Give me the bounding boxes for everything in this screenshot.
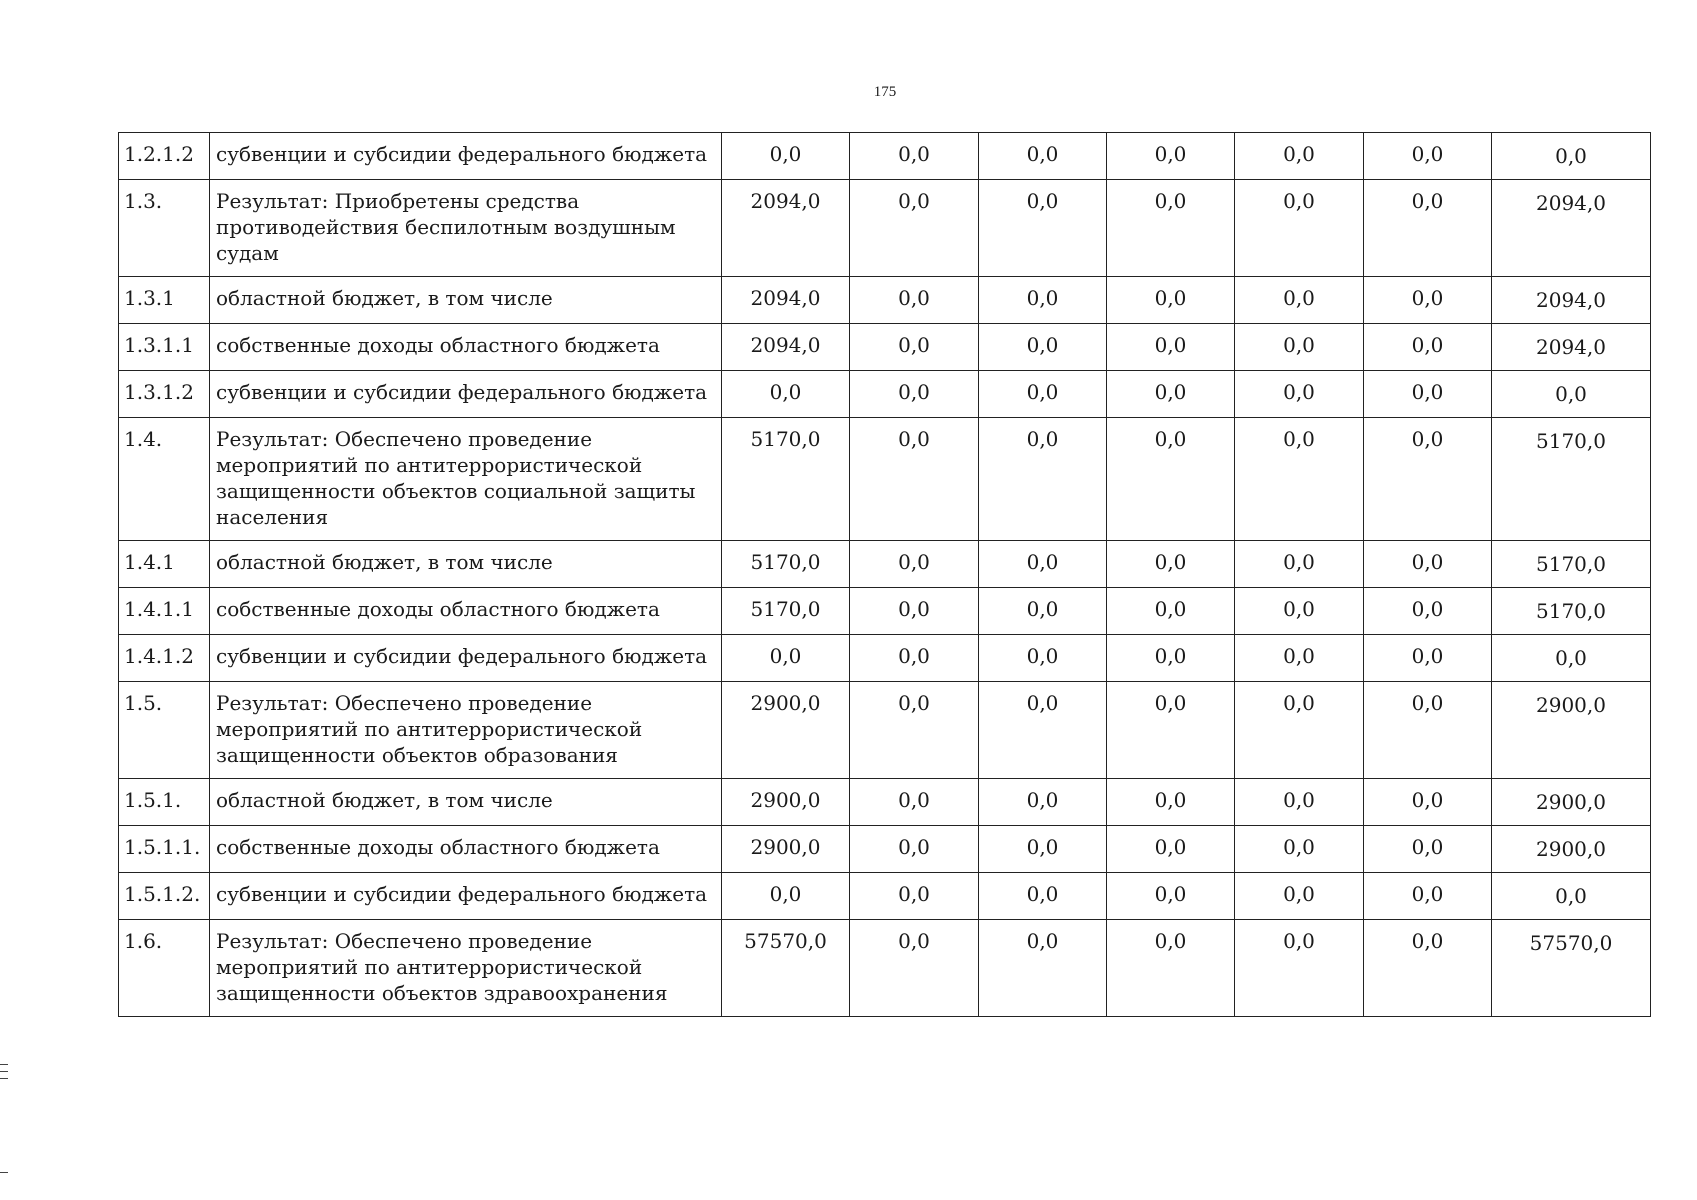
row-value: 0,0: [1364, 418, 1492, 541]
row-value: 0,0: [1364, 779, 1492, 826]
row-value: 0,0: [850, 418, 979, 541]
row-value: 0,0: [1107, 826, 1235, 873]
row-value: 0,0: [979, 635, 1107, 682]
row-value: 0,0: [1107, 779, 1235, 826]
row-value: 0,0: [1364, 541, 1492, 588]
row-value: 0,0: [850, 779, 979, 826]
row-value: 0,0: [722, 873, 850, 920]
row-value: 0,0: [1235, 418, 1364, 541]
table-row: [119, 826, 1651, 873]
row-code: 1.3.: [119, 180, 210, 277]
row-value: 0,0: [850, 826, 979, 873]
table-row: [119, 277, 1651, 324]
row-description: собственные доходы областного бюджета: [210, 324, 722, 371]
row-value: 0,0: [979, 418, 1107, 541]
row-description: областной бюджет, в том числе: [210, 779, 722, 826]
row-description: собственные доходы областного бюджета: [210, 588, 722, 635]
row-value: 0,0: [722, 133, 850, 180]
table-row: [119, 682, 1651, 779]
row-value: 2900,0: [722, 682, 850, 779]
row-value: 0,0: [1235, 180, 1364, 277]
row-value: 5170,0: [722, 588, 850, 635]
row-code: 1.5.1.1.: [119, 826, 210, 873]
row-value: 0,0: [1235, 324, 1364, 371]
row-value: 0,0: [979, 133, 1107, 180]
row-value: 5170,0: [722, 418, 850, 541]
row-description: Результат: Обеспечено проведение мероприятий по антитеррористической защищенности объектов социальной защиты населения: [210, 418, 722, 541]
margin-mark: [0, 1071, 8, 1072]
row-value: 0,0: [979, 779, 1107, 826]
row-value: 0,0: [1364, 180, 1492, 277]
row-value: 0,0: [979, 277, 1107, 324]
row-value: 0,0: [1364, 371, 1492, 418]
table-row: [119, 418, 1651, 541]
row-value: 2094,0: [722, 180, 850, 277]
row-value: 0,0: [1235, 541, 1364, 588]
row-value: 0,0: [1107, 277, 1235, 324]
budget-table: [118, 132, 1651, 1017]
row-value: 0,0: [850, 133, 979, 180]
row-value: 0,0: [1235, 826, 1364, 873]
table-row: [119, 779, 1651, 826]
row-total-value: 0,0: [1492, 635, 1651, 682]
row-code: 1.4.1: [119, 541, 210, 588]
table-row: [119, 920, 1651, 1017]
row-total-value: 57570,0: [1492, 920, 1651, 1017]
row-value: 2094,0: [722, 277, 850, 324]
margin-mark: [0, 1064, 8, 1065]
row-code: 1.4.1.1: [119, 588, 210, 635]
row-code: 1.4.1.2: [119, 635, 210, 682]
row-code: 1.3.1.2: [119, 371, 210, 418]
row-total-value: 0,0: [1492, 133, 1651, 180]
row-description: собственные доходы областного бюджета: [210, 826, 722, 873]
row-value: 0,0: [979, 920, 1107, 1017]
row-value: 0,0: [1107, 180, 1235, 277]
table-row: [119, 371, 1651, 418]
row-value: 0,0: [979, 826, 1107, 873]
row-value: 0,0: [1235, 133, 1364, 180]
row-value: 2900,0: [722, 826, 850, 873]
row-value: 0,0: [1235, 920, 1364, 1017]
row-value: 0,0: [1107, 682, 1235, 779]
row-value: 0,0: [722, 371, 850, 418]
row-description: субвенции и субсидии федерального бюджета: [210, 371, 722, 418]
row-value: 0,0: [1235, 635, 1364, 682]
row-value: 0,0: [1107, 324, 1235, 371]
row-description: Результат: Обеспечено проведение мероприятий по антитеррористической защищенности объектов образования: [210, 682, 722, 779]
row-value: 0,0: [850, 873, 979, 920]
row-value: 0,0: [1107, 588, 1235, 635]
row-total-value: 2900,0: [1492, 682, 1651, 779]
row-description: областной бюджет, в том числе: [210, 277, 722, 324]
row-code: 1.5.: [119, 682, 210, 779]
row-description: субвенции и субсидии федерального бюджета: [210, 873, 722, 920]
row-value: 0,0: [979, 873, 1107, 920]
row-value: 0,0: [979, 324, 1107, 371]
row-value: 0,0: [1364, 277, 1492, 324]
page-number: 175: [873, 84, 897, 100]
row-value: 57570,0: [722, 920, 850, 1017]
row-value: 0,0: [1107, 635, 1235, 682]
row-value: 0,0: [850, 682, 979, 779]
row-description: Результат: Приобретены средства противодействия беспилотным воздушным судам: [210, 180, 722, 277]
row-value: 0,0: [850, 635, 979, 682]
table-row: [119, 588, 1651, 635]
row-value: 0,0: [979, 541, 1107, 588]
row-value: 0,0: [1235, 682, 1364, 779]
row-total-value: 5170,0: [1492, 418, 1651, 541]
row-value: 2900,0: [722, 779, 850, 826]
table-row: [119, 133, 1651, 180]
row-total-value: 2900,0: [1492, 779, 1651, 826]
row-code: 1.4.: [119, 418, 210, 541]
row-total-value: 2094,0: [1492, 324, 1651, 371]
row-description: субвенции и субсидии федерального бюджета: [210, 133, 722, 180]
row-value: 0,0: [1364, 873, 1492, 920]
table-row: [119, 180, 1651, 277]
row-total-value: 0,0: [1492, 371, 1651, 418]
table-row: [119, 635, 1651, 682]
row-description: субвенции и субсидии федерального бюджета: [210, 635, 722, 682]
row-value: 0,0: [1107, 418, 1235, 541]
row-value: 0,0: [979, 180, 1107, 277]
row-code: 1.2.1.2: [119, 133, 210, 180]
row-value: 0,0: [1107, 133, 1235, 180]
row-value: 0,0: [1107, 541, 1235, 588]
row-value: 0,0: [850, 180, 979, 277]
table-row: [119, 324, 1651, 371]
row-value: 5170,0: [722, 541, 850, 588]
row-value: 0,0: [1364, 133, 1492, 180]
row-value: 0,0: [1235, 371, 1364, 418]
row-code: 1.5.1.2.: [119, 873, 210, 920]
row-value: 0,0: [722, 635, 850, 682]
row-value: 0,0: [1235, 588, 1364, 635]
row-description: Результат: Обеспечено проведение мероприятий по антитеррористической защищенности объектов здравоохранения: [210, 920, 722, 1017]
table-body: [119, 133, 1651, 1017]
row-value: 0,0: [979, 371, 1107, 418]
row-value: 0,0: [850, 371, 979, 418]
row-value: 0,0: [1364, 635, 1492, 682]
row-value: 0,0: [850, 541, 979, 588]
margin-mark: [0, 1172, 8, 1173]
row-value: 0,0: [850, 588, 979, 635]
row-total-value: 5170,0: [1492, 588, 1651, 635]
row-value: 0,0: [1364, 920, 1492, 1017]
row-value: 0,0: [850, 277, 979, 324]
row-value: 2094,0: [722, 324, 850, 371]
row-value: 0,0: [850, 324, 979, 371]
row-total-value: 2900,0: [1492, 826, 1651, 873]
row-code: 1.3.1.1: [119, 324, 210, 371]
row-value: 0,0: [979, 682, 1107, 779]
row-value: 0,0: [1107, 920, 1235, 1017]
table-row: [119, 873, 1651, 920]
row-total-value: 0,0: [1492, 873, 1651, 920]
row-value: 0,0: [1107, 371, 1235, 418]
row-total-value: 5170,0: [1492, 541, 1651, 588]
row-value: 0,0: [1364, 826, 1492, 873]
row-code: 1.3.1: [119, 277, 210, 324]
row-total-value: 2094,0: [1492, 180, 1651, 277]
row-value: 0,0: [1107, 873, 1235, 920]
row-value: 0,0: [850, 920, 979, 1017]
row-code: 1.5.1.: [119, 779, 210, 826]
row-value: 0,0: [1364, 324, 1492, 371]
row-value: 0,0: [1364, 588, 1492, 635]
row-code: 1.6.: [119, 920, 210, 1017]
row-description: областной бюджет, в том числе: [210, 541, 722, 588]
row-value: 0,0: [1235, 779, 1364, 826]
row-value: 0,0: [979, 588, 1107, 635]
table-row: [119, 541, 1651, 588]
row-value: 0,0: [1235, 873, 1364, 920]
margin-mark: [0, 1078, 8, 1079]
row-value: 0,0: [1364, 682, 1492, 779]
row-total-value: 2094,0: [1492, 277, 1651, 324]
row-value: 0,0: [1235, 277, 1364, 324]
